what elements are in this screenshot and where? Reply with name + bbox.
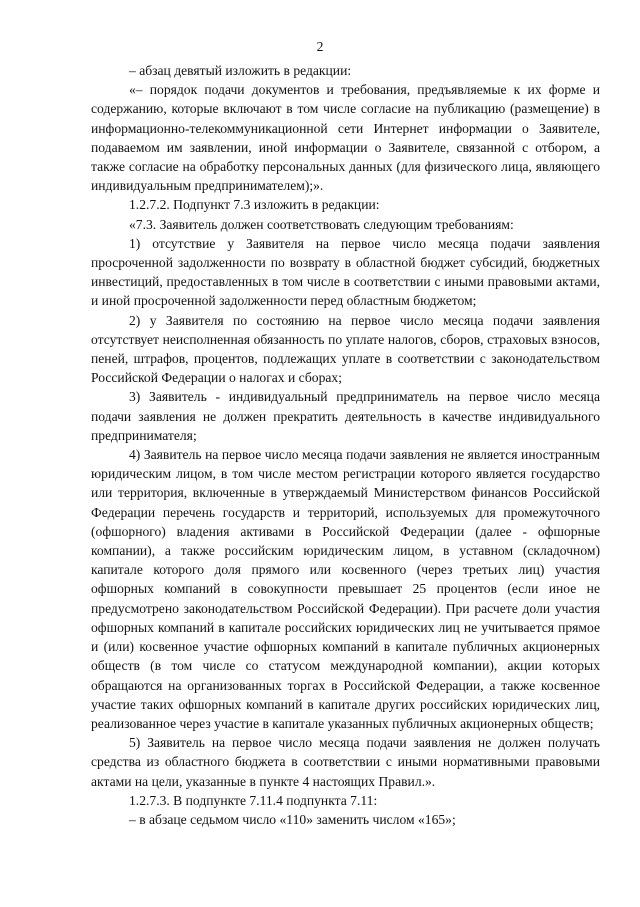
paragraph-requirement-4: 4) Заявитель на первое число месяца подачи заявления не является иностранным юридическим лицом, в том числе местом регистрации которого является государство или территория, включенные в утверждаемый Министерством финансов Российской Федерации перечень государств и территорий, используемых для промежуточного (офшорного) владения активами в Российской Федерации (далее - офшорные компании), а также российским юридическим лицом, в уставном (складочном) капитале которого доля прямого или косвенного (через третьих лиц) участия офшорных компаний в совокупности превышает 25 процентов (если иное не предусмотрено законодательством Российской Федерации). При расчете доли участия офшорных компаний в капитале российских юридических лиц не учитывается прямое и (или) косвенное участие офшорных компаний в капитале публичных акционерных обществ (в том числе со статусом международной компании), акции которых обращаются на организованных торгах в Российской Федерации, а также косвенное участие таких офшорных компаний в капитале других российских юридических лиц, реализованное через участие в капитале указанных публичных акционерных обществ; [91,447,600,731]
paragraph-7-3-heading: «7.3. Заявитель должен соответствовать следующим требованиям: [129,216,514,232]
page-number: 2 [316,39,324,54]
paragraph-requirement-3: 3) Заявитель - индивидуальный предприниматель на первое число месяца подачи заявления не должен прекратить деятельность в качестве индивидуального предпринимателя; [91,389,600,443]
paragraph-abzac-7-change: – в абзаце седьмом число «110» заменить числом «165»; [129,811,456,827]
document-body [91,61,600,829]
paragraph-poryadok-podachi: «– порядок подачи документов и требования, предъявляемые к их форме и содержанию, которые включают в том числе согласие на публикацию (размещение) в информационно-телекоммуникационной сети Интернет информации о Заявителе, подаваемом им заявлении, иной информации о Заявителе, связанной с отбором, а также согласие на обработку персональных данных (для физического лица, являющего индивидуальным предпринимателем);». [91,82,600,194]
paragraph-requirement-2: 2) у Заявителя по состоянию на первое число месяца подачи заявления отсутствует неисполненная обязанность по уплате налогов, сборов, страховых взносов, пеней, штрафов, процентов, подлежащих уплате в соответствии с законодательством Российской Федерации о налогах и сборах; [91,312,600,386]
paragraph-abzac-9: – абзац девятый изложить в редакции: [129,63,352,78]
paragraph-requirement-1: 1) отсутствие у Заявителя на первое число месяца подачи заявления просроченной задолженности по возврату в областной бюджет субсидий, бюджетных инвестиций, предоставленных в том числе в соответствии с иными правовыми актами, и иной просроченной задолженности перед областным бюджетом; [91,235,600,309]
paragraph-1-2-7-3: 1.2.7.3. В подпункте 7.11.4 подпункта 7.11: [129,792,378,808]
paragraph-1-2-7-2: 1.2.7.2. Подпункт 7.3 изложить в редакции: [129,197,380,213]
paragraph-requirement-5: 5) Заявитель на первое число месяца подачи заявления не должен получать средства из областного бюджета в соответствии с иными нормативными правовыми актами на цели, указанные в пункте 4 настоящих Правил.». [91,735,600,789]
